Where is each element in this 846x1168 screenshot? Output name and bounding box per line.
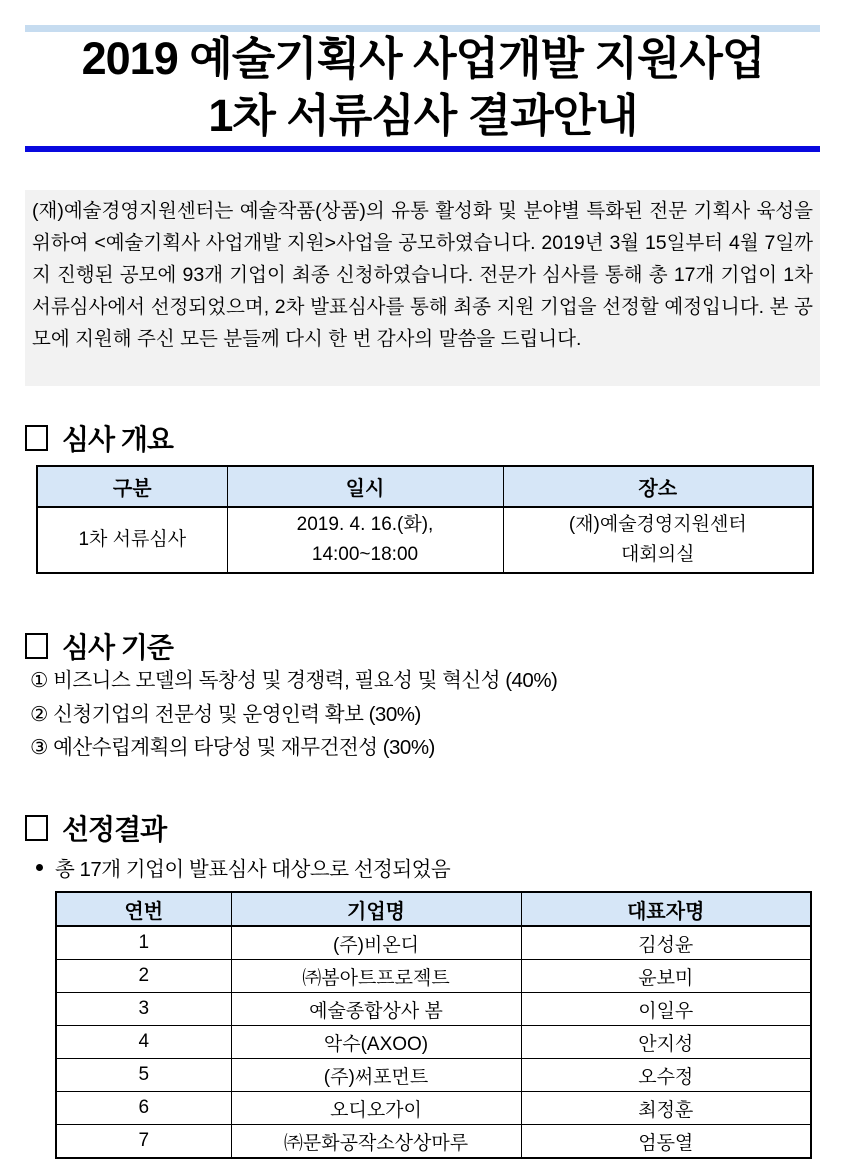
ceo-name: 안지성 (521, 1026, 811, 1059)
row-number: 2 (56, 960, 231, 993)
table-row (56, 1059, 811, 1092)
square-bullet-icon (25, 815, 48, 841)
results-col-ceo: 대표자명 (521, 892, 811, 926)
square-bullet-icon (25, 633, 48, 659)
section-overview-heading (25, 418, 173, 458)
company-name: 예술종합상사 봄 (231, 993, 521, 1026)
overview-cell-datetime (227, 507, 503, 573)
bullet-dot-icon (36, 864, 43, 871)
ceo-name: 엄동열 (521, 1125, 811, 1159)
overview-table (36, 465, 814, 574)
results-col-company: 기업명 (231, 892, 521, 926)
results-summary-bullet (36, 852, 450, 882)
datetime-line-1: 2019. 4. 16.(화), (296, 514, 434, 535)
company-name: ㈜문화공작소상상마루 (231, 1125, 521, 1159)
ceo-name: 오수정 (521, 1059, 811, 1092)
criteria-item-2: ② 신청기업의 전문성 및 운영인력 확보 (30%) (30, 702, 421, 726)
row-number: 6 (56, 1092, 231, 1125)
table-row (56, 1092, 811, 1125)
ceo-name: 이일우 (521, 993, 811, 1026)
table-row (56, 993, 811, 1026)
company-name: (주)써포먼트 (231, 1059, 521, 1092)
row-number: 5 (56, 1059, 231, 1092)
results-col-number: 연번 (56, 892, 231, 926)
row-number: 1 (56, 926, 231, 960)
document-title (0, 30, 846, 144)
criteria-item-1: ① 비즈니스 모델의 독창성 및 경쟁력, 필요성 및 혁신성 (40%) (30, 669, 558, 692)
criteria-list (30, 664, 820, 765)
results-table-header-row (56, 892, 811, 926)
company-name: ㈜봄아트프로젝트 (231, 960, 521, 993)
overview-col-datetime: 일시 (227, 466, 503, 507)
criteria-item-3: ③ 예산수립계획의 타당성 및 재무건전성 (30%) (30, 736, 435, 759)
section-criteria-heading (25, 626, 173, 666)
place-line-2: 대회의실 (621, 544, 695, 565)
table-row (56, 1125, 811, 1159)
row-number: 4 (56, 1026, 231, 1059)
section-criteria-heading-label: 심사 기준 (62, 632, 173, 663)
overview-cell-category: 1차 서류심사 (37, 507, 227, 573)
overview-col-category: 구분 (37, 466, 227, 507)
ceo-name: 최정훈 (521, 1092, 811, 1125)
overview-col-place: 장소 (503, 466, 813, 507)
datetime-line-2: 14:00~18:00 (311, 544, 419, 565)
overview-table-row (37, 507, 813, 573)
company-name: 악수(AXOO) (231, 1026, 521, 1059)
ceo-name: 김성윤 (521, 926, 811, 960)
title-line-1: 2019 예술기획사 사업개발 지원사업 (81, 33, 765, 84)
overview-table-header-row (37, 466, 813, 507)
row-number: 3 (56, 993, 231, 1026)
section-results-heading (25, 808, 166, 848)
section-results-heading-label: 선정결과 (62, 814, 167, 845)
intro-paragraph: (재)예술경영지원센터는 예술작품(상품)의 유통 활성화 및 분야별 특화된 전문 기획사 육성을 위하여 <예술기획사 사업개발 지원>사업을 공모하였습니다. 2019년 3월 15일부터 4월 7일까지 진행된 공모에 93개 기업이 최종 신청하였습니다. 전문가 심사를 통해 총 17개 기업이 1차 서류심사에서 선정되었으며, 2차 발표심사를 통해 최종 지원 기업을 선정할 예정입니다. 본 공모에 지원해 주신 모든 분들께 다시 한 번 감사의 말씀을 드립니다. (25, 190, 820, 386)
results-summary-text: 총 17개 기업이 발표심사 대상으로 선정되었음 (55, 858, 451, 881)
table-row (56, 960, 811, 993)
table-row (56, 1026, 811, 1059)
place-line-1: (재)예술경영지원센터 (568, 514, 747, 535)
ceo-name: 윤보미 (521, 960, 811, 993)
company-name: 오디오가이 (231, 1092, 521, 1125)
results-table (55, 891, 812, 1159)
overview-cell-place (503, 507, 813, 573)
section-overview-heading-label: 심사 개요 (62, 424, 173, 455)
table-row (56, 926, 811, 960)
row-number: 7 (56, 1125, 231, 1159)
square-bullet-icon (25, 425, 48, 451)
title-divider-rule (25, 146, 820, 152)
company-name: (주)비온디 (231, 926, 521, 960)
title-line-2: 1차 서류심사 결과안내 (208, 90, 638, 141)
